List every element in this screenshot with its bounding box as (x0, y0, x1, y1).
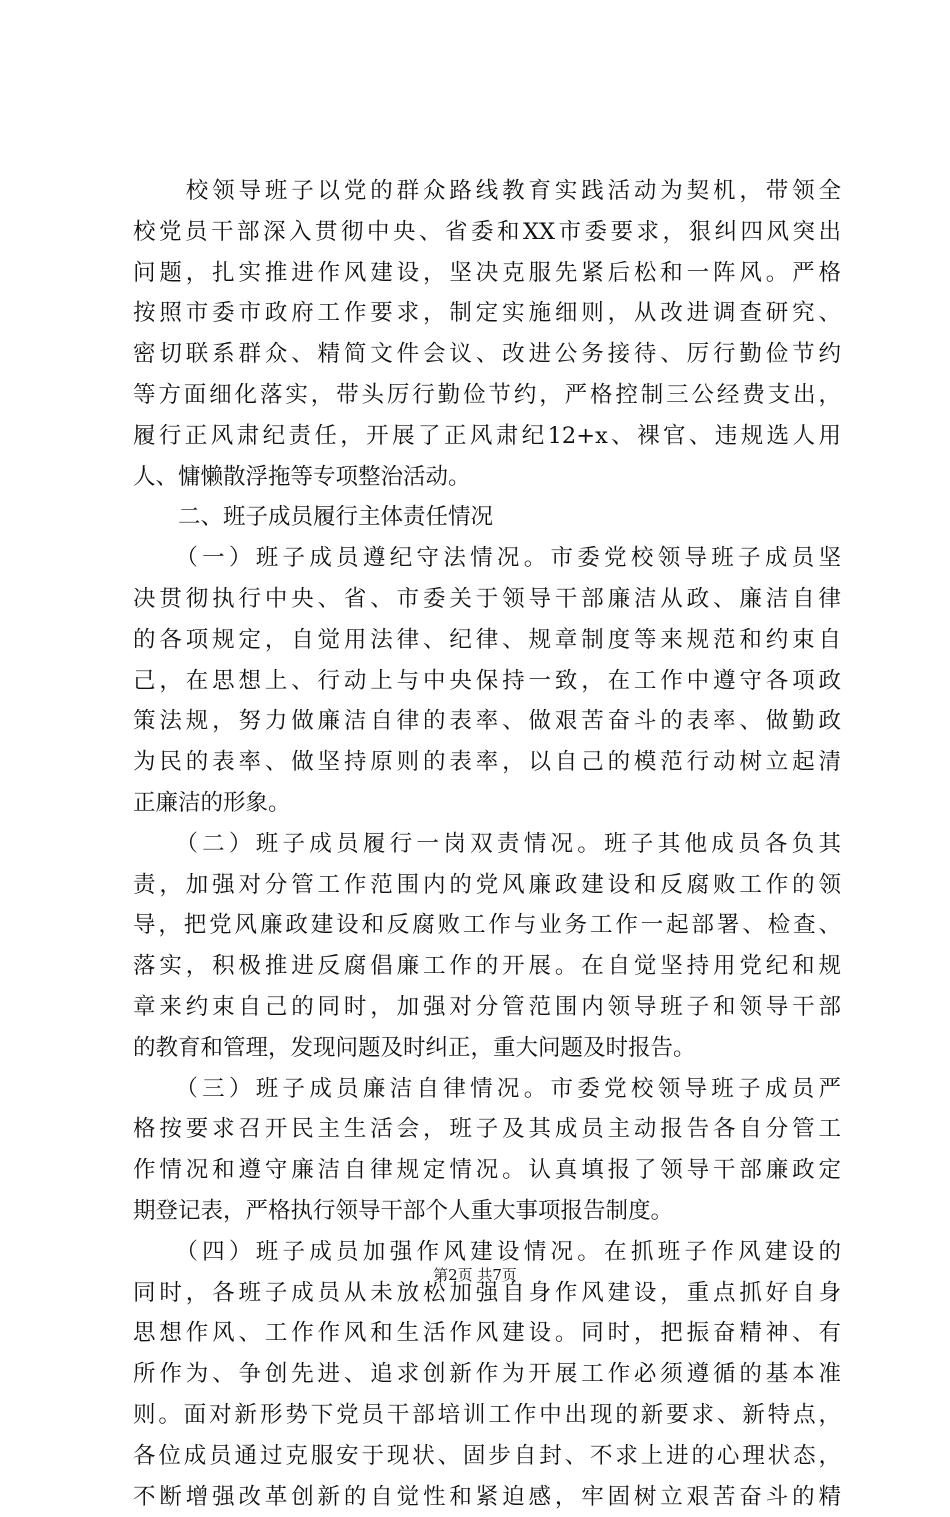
text-line: 为民的表率、做坚持原则的表率，以自己的模范行动树立起清 (133, 742, 841, 783)
section-heading: 二、班子成员履行主体责任情况 (133, 497, 841, 538)
text-line: 校党员干部深入贯彻中央、省委和XX市委要求，狠纠四风突出 (133, 212, 841, 253)
text-line: 人、慵懒散浮拖等专项整治活动。 (133, 457, 841, 498)
text-line: 的教育和管理，发现问题及时纠正，重大问题及时报告。 (133, 1028, 841, 1069)
text-line: 不断增强改革创新的自觉性和紧迫感，牢固树立艰苦奋斗的精 (133, 1477, 841, 1517)
text-line: 正廉洁的形象。 (133, 783, 841, 824)
text-line: 格按要求召开民主生活会，班子及其成员主动报告各自分管工 (133, 1109, 841, 1150)
text-line: 己，在思想上、行动上与中央保持一致，在工作中遵守各项政 (133, 661, 841, 702)
text-line: 则。面对新形势下党员干部培训工作中出现的新要求、新特点， (133, 1395, 841, 1436)
page-number-label: 第2页 共7页 (433, 1266, 517, 1284)
text-line: 导，把党风廉政建设和反腐败工作与业务工作一起部署、检查、 (133, 905, 841, 946)
text-line: 问题，扎实推进作风建设，坚决克服先紧后松和一阵风。严格 (133, 253, 841, 294)
text-line: 同时，各班子成员从未放松加强自身作风建设，重点抓好自身 (133, 1273, 841, 1314)
text-line: 校领导班子以党的群众路线教育实践活动为契机，带领全 (133, 171, 841, 212)
text-line: 密切联系群众、精简文件会议、改进公务接待、厉行勤俭节约 (133, 334, 841, 375)
document-body (133, 171, 841, 1517)
text-line: 所作为、争创先进、追求创新作为开展工作必须遵循的基本准 (133, 1354, 841, 1395)
text-line: （一）班子成员遵纪守法情况。市委党校领导班子成员坚 (133, 538, 841, 579)
text-line: 落实，积极推进反腐倡廉工作的开展。在自觉坚持用党纪和规 (133, 946, 841, 987)
text-line: 等方面细化落实，带头厉行勤俭节约，严格控制三公经费支出， (133, 375, 841, 416)
text-line: 期登记表，严格执行领导干部个人重大事项报告制度。 (133, 1191, 841, 1232)
text-line: （二）班子成员履行一岗双责情况。班子其他成员各负其 (133, 824, 841, 865)
text-line: 的各项规定，自觉用法律、纪律、规章制度等来规范和约束自 (133, 620, 841, 661)
text-line: （四）班子成员加强作风建设情况。在抓班子作风建设的 (133, 1232, 841, 1273)
text-line: 策法规，努力做廉洁自律的表率、做艰苦奋斗的表率、做勤政 (133, 701, 841, 742)
text-line: 按照市委市政府工作要求，制定实施细则，从改进调查研究、 (133, 293, 841, 334)
page-footer (0, 1265, 950, 1285)
text-line: 思想作风、工作作风和生活作风建设。同时，把振奋精神、有 (133, 1313, 841, 1354)
text-line: 作情况和遵守廉洁自律规定情况。认真填报了领导干部廉政定 (133, 1150, 841, 1191)
text-line: 各位成员通过克服安于现状、固步自封、不求上进的心理状态， (133, 1436, 841, 1477)
text-line: 履行正风肃纪责任，开展了正风肃纪12+x、裸官、违规选人用 (133, 416, 841, 457)
text-line: 章来约束自己的同时，加强对分管范围内领导班子和领导干部 (133, 987, 841, 1028)
text-line: （三）班子成员廉洁自律情况。市委党校领导班子成员严 (133, 1069, 841, 1110)
text-line: 决贯彻执行中央、省、市委关于领导干部廉洁从政、廉洁自律 (133, 579, 841, 620)
text-line: 责，加强对分管工作范围内的党风廉政建设和反腐败工作的领 (133, 865, 841, 906)
